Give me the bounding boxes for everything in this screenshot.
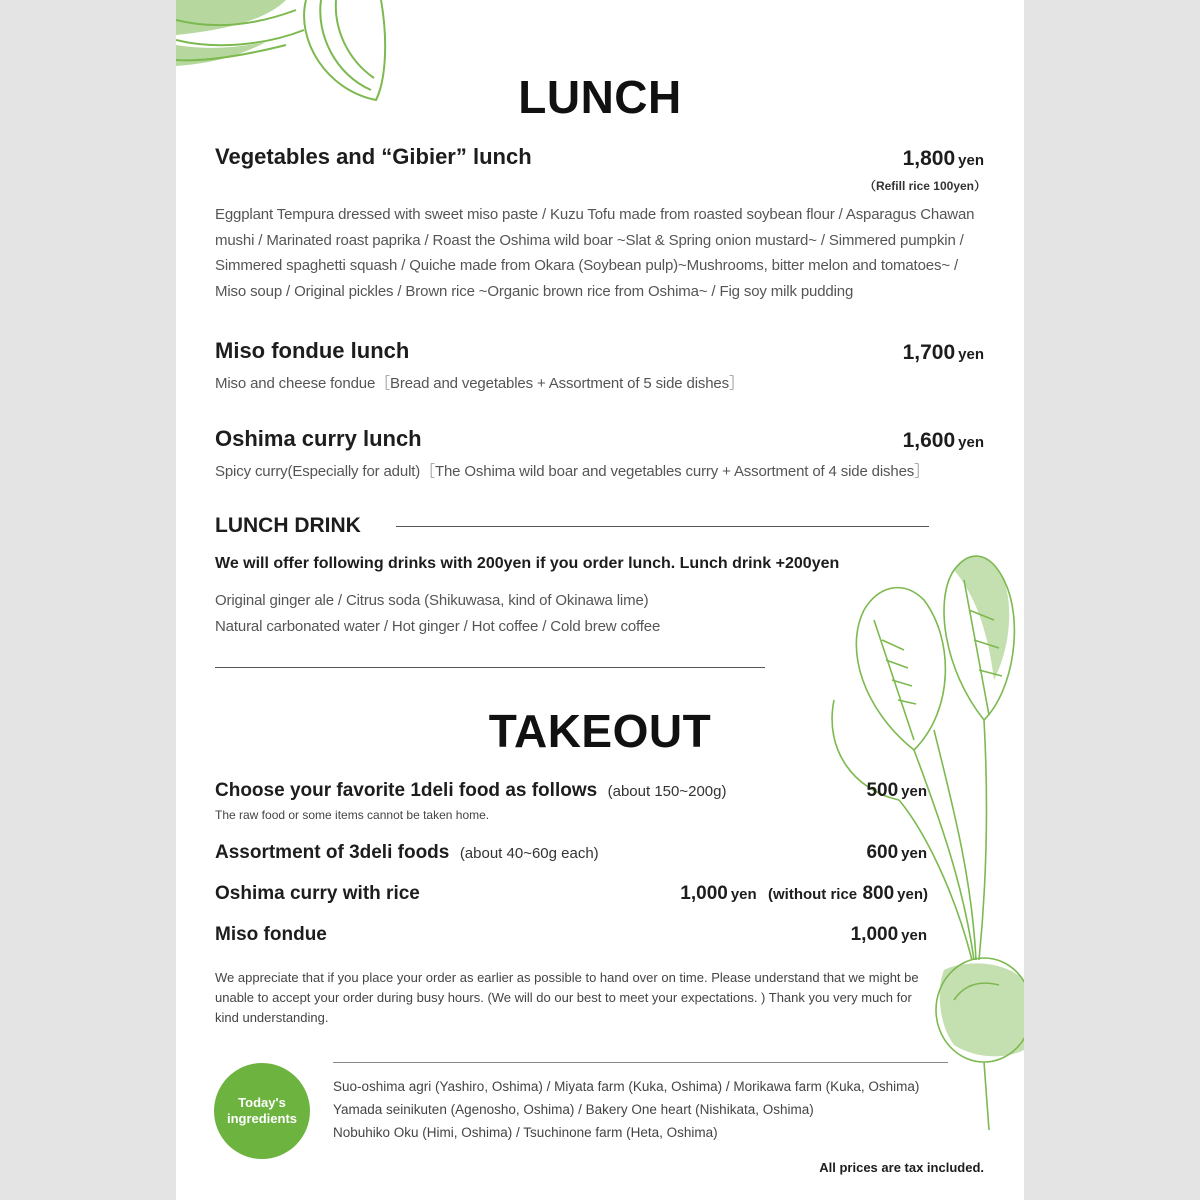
yen-unit: yen — [730, 886, 757, 903]
lunch-item-description: Spicy curry(Especially for adult)［The Oshima wild boar and vegetables curry + Assortment of 4 side dishes］ — [215, 463, 929, 480]
yen-unit: yen — [901, 845, 927, 862]
lunch-item-description: Eggplant Tempura dressed with sweet miso paste / Kuzu Tofu made from roasted soybean flour / Asparagus Chawan mushi / Marinated roast paprika / Roast the Oshima wild boar ~Slat & Spring onion mustard~ / Simmered pumpkin / Simmered spaghetti squash / Quiche made from Okara (Soybean pulp)~Mushrooms, bitter melon and tomatoes~ / Miso soup / Original pickles / Brown rice ~Organic brown rice from Oshima~ / Fig soy milk pudding — [215, 206, 975, 300]
yen-unit: yen — [901, 783, 927, 800]
takeout-item-name: Oshima curry with rice — [215, 883, 420, 904]
refill-note: （Refill rice 100yen） — [863, 179, 986, 193]
divider — [215, 667, 765, 668]
price-value: 1,800 — [902, 147, 956, 170]
takeout-item-detail: (about 40~60g each) — [459, 845, 599, 862]
lunch-item-name: Oshima curry lunch — [215, 426, 422, 451]
yen-unit: yen — [958, 152, 984, 169]
menu-page — [176, 0, 1024, 1200]
alt-price-open: ( — [767, 886, 773, 903]
alt-price-value: 800 — [862, 883, 895, 904]
yen-unit: yen — [901, 927, 927, 944]
drink-offer: We will offer following drinks with 200yen if you order lunch. Lunch drink +200yen — [215, 555, 840, 572]
price-value: 1,600 — [902, 429, 956, 452]
price-value: 1,000 — [680, 883, 728, 904]
price-value: 500 — [866, 780, 899, 801]
takeout-item-price — [851, 924, 927, 946]
alt-price-label: without rice — [772, 886, 858, 903]
lunch-item-price — [903, 341, 984, 365]
takeout-item-name: Miso fondue — [215, 924, 327, 945]
yen-unit: yen — [897, 886, 923, 903]
takeout-title: TAKEOUT — [488, 705, 712, 757]
price-value: 600 — [866, 842, 899, 863]
drink-list: Original ginger ale / Citrus soda (Shikuwasa, kind of Okinawa lime) — [215, 592, 649, 609]
takeout-item-name: Choose your favorite 1deli food as follows — [215, 780, 598, 801]
takeout-item-price — [866, 842, 927, 864]
takeout-item-name: Assortment of 3deli foods — [215, 842, 450, 863]
drink-list: Natural carbonated water / Hot ginger / Hot coffee / Cold brew coffee — [215, 618, 661, 635]
takeout-notice: We appreciate that if you place your order as earlier as possible to hand over on time. Please understand that we might be unable to accept your order during busy hours. (We will do our best to meet your expectations. ) Thank you very much for kind understanding. — [215, 970, 919, 1025]
takeout-item — [215, 842, 599, 864]
price-value: 1,700 — [902, 341, 956, 364]
yen-unit: yen — [958, 434, 984, 451]
takeout-note: The raw food or some items cannot be taken home. — [215, 808, 490, 822]
lunch-item-price — [903, 429, 984, 453]
tax-note: All prices are tax included. — [819, 1160, 984, 1175]
lunch-item-price — [903, 147, 984, 171]
todays-ingredients-badge — [214, 1063, 310, 1159]
lunch-item-name: Vegetables and “Gibier” lunch — [215, 144, 532, 169]
takeout-item — [215, 780, 726, 802]
takeout-item-detail: (about 150~200g) — [607, 783, 727, 800]
divider — [396, 526, 929, 527]
price-value: 1,000 — [850, 924, 899, 945]
ingredients-line: Yamada seinikuten (Agenosho, Oshima) / Bakery One heart (Nishikata, Oshima) — [333, 1102, 814, 1117]
yen-unit: yen — [958, 346, 984, 363]
lunch-item-description: Miso and cheese fondue［Bread and vegetables + Assortment of 5 side dishes］ — [215, 375, 744, 392]
takeout-item-price — [866, 780, 927, 802]
ingredients-line: Nobuhiko Oku (Himi, Oshima) / Tsuchinone farm (Heta, Oshima) — [333, 1125, 718, 1140]
badge-line: Today's — [238, 1095, 286, 1110]
lunch-title: LUNCH — [518, 71, 682, 123]
divider — [333, 1062, 948, 1063]
lunch-item-name: Miso fondue lunch — [215, 338, 410, 363]
alt-price-close: ) — [923, 886, 928, 903]
takeout-item-price — [680, 883, 928, 905]
lunch-drink-heading: LUNCH DRINK — [215, 514, 361, 537]
badge-line: ingredients — [226, 1111, 298, 1126]
ingredients-line: Suo-oshima agri (Yashiro, Oshima) / Miyata farm (Kuka, Oshima) / Morikawa farm (Kuka, Oshima) — [333, 1079, 920, 1094]
